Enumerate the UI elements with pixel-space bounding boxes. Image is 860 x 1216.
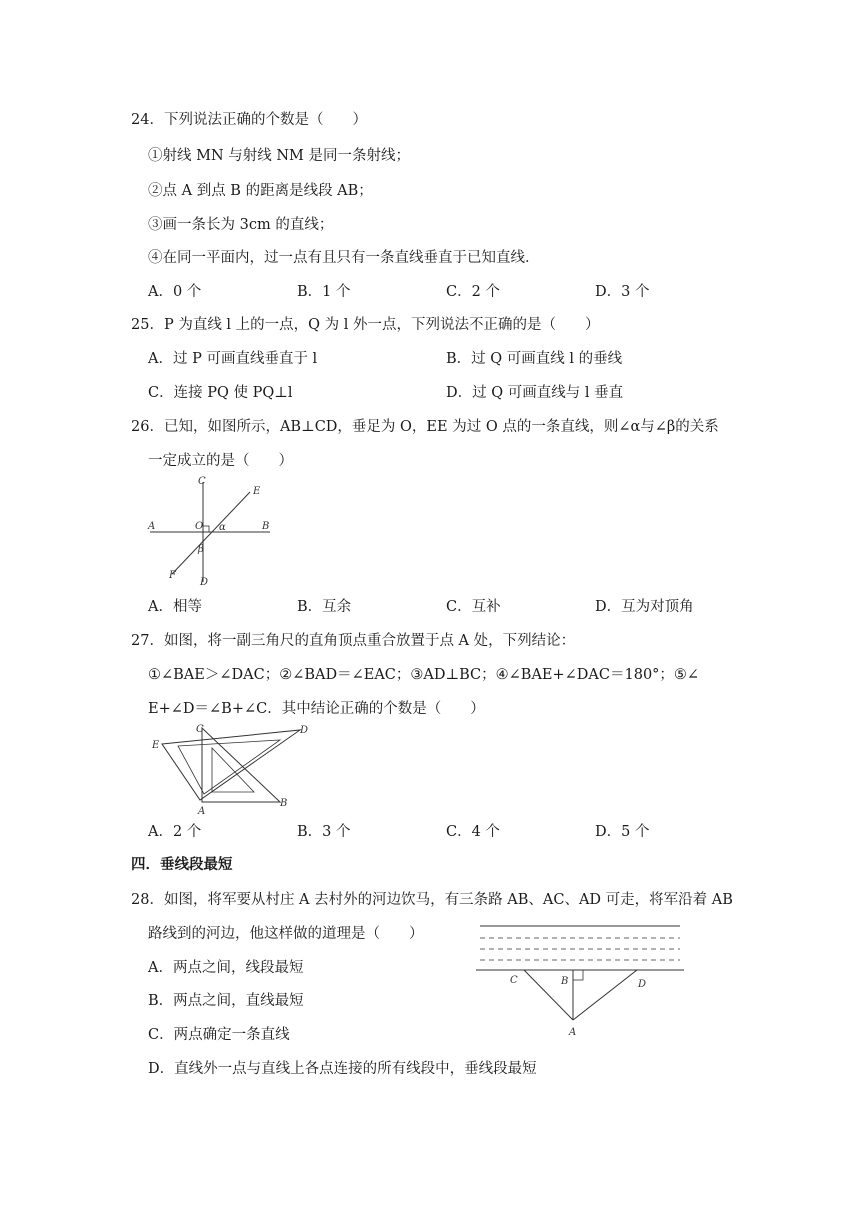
q24-item-1: ①射线 MN 与射线 NM 是同一条射线；	[148, 148, 411, 164]
q28-stem-line1: 28．如图，将军要从村庄 A 去村外的河边饮马，有三条路 AB、AC、AD 可走，将军沿着 AB	[131, 892, 733, 908]
q28-figure	[470, 920, 700, 1045]
q25-option-b: B．过 Q 可画直线 l 的垂线	[446, 351, 623, 367]
q26-figure	[140, 470, 280, 590]
q24-option-d: D．3 个	[595, 284, 650, 300]
q24-stem: 24．下列说法正确的个数是（ ）	[131, 112, 367, 128]
q24-option-c: C．2 个	[446, 284, 500, 300]
label-e: E	[253, 486, 261, 497]
label-c: C	[510, 975, 518, 986]
label-a: A	[148, 521, 156, 532]
triangle-cab-inner	[212, 748, 254, 792]
q26-stem-line2: 一定成立的是（ ）	[148, 453, 293, 469]
q25-stem: 25．P 为直线 l 上的一点，Q 为 l 外一点，下列说法不正确的是（ ）	[131, 317, 600, 333]
section-heading: 四．垂线段最短	[131, 857, 233, 873]
q24-item-2: ②点 A 到点 B 的距离是线段 AB；	[148, 183, 373, 199]
q24-item-4: ④在同一平面内，过一点有且只有一条直线垂直于已知直线．	[148, 250, 540, 266]
q28-option-a: A．两点之间，线段最短	[148, 960, 304, 976]
label-d: D	[300, 725, 309, 736]
label-d: D	[200, 577, 209, 588]
q28-option-c: C．两点确定一条直线	[148, 1027, 290, 1043]
q28-option-d: D．直线外一点与直线上各点连接的所有线段中，垂线段最短	[148, 1061, 537, 1077]
q25-option-c: C．连接 PQ 使 PQ⊥l	[148, 385, 293, 401]
q26-option-a: A．相等	[148, 599, 202, 615]
label-alpha: α	[219, 522, 226, 533]
q24-item-3: ③画一条长为 3cm 的直线；	[148, 217, 334, 233]
right-angle-mark	[203, 526, 209, 532]
q28-stem-line2: 路线到的河边，他这样做的道理是（ ）	[148, 926, 424, 942]
q27-stem-line3: E+∠D＝∠B+∠C．其中结论正确的个数是（ ）	[148, 701, 485, 717]
label-f: F	[169, 570, 176, 581]
q24-option-b: B．1 个	[297, 284, 351, 300]
line-ef	[172, 492, 250, 574]
q27-stem-line2: ①∠BAE＞∠DAC；②∠BAD＝∠EAC；③AD⊥BC；④∠BAE+∠DAC＝180°；⑤∠	[148, 667, 700, 683]
q26-option-b: B．互余	[297, 599, 352, 615]
q26-option-d: D．互为对顶角	[595, 599, 694, 615]
path-ad	[573, 970, 637, 1020]
q27-figure	[140, 720, 320, 820]
label-b: B	[262, 521, 270, 532]
label-b: B	[561, 976, 569, 987]
label-e: E	[152, 740, 160, 751]
q27-option-b: B．3 个	[297, 824, 351, 840]
label-a: A	[569, 1027, 577, 1038]
label-beta: β	[198, 544, 204, 555]
triangle-ead-inner	[178, 740, 280, 794]
q27-stem-line1: 27．如图，将一副三角尺的直角顶点重合放置于点 A 处，下列结论：	[131, 633, 576, 649]
q27-option-a: A．2 个	[148, 824, 202, 840]
q25-option-a: A．过 P 可画直线垂直于 l	[148, 351, 318, 367]
q26-option-c: C．互补	[446, 599, 501, 615]
label-o: O	[195, 521, 204, 532]
label-c: C	[198, 476, 206, 487]
q27-option-d: D．5 个	[595, 824, 650, 840]
label-d: D	[638, 979, 647, 990]
q24-option-a: A．0 个	[148, 284, 202, 300]
right-angle-mark	[573, 970, 583, 980]
label-a: A	[198, 806, 206, 817]
label-b: B	[280, 798, 288, 809]
q25-option-d: D．过 Q 可画直线与 l 垂直	[446, 385, 624, 401]
q26-stem-line1: 26．已知，如图所示，AB⊥CD，垂足为 O，EE 为过 O 点的一条直线，则∠α与∠β的关系	[131, 419, 719, 435]
label-c: C	[196, 724, 204, 735]
q28-option-b: B．两点之间，直线最短	[148, 993, 304, 1009]
q27-option-c: C．4 个	[446, 824, 500, 840]
